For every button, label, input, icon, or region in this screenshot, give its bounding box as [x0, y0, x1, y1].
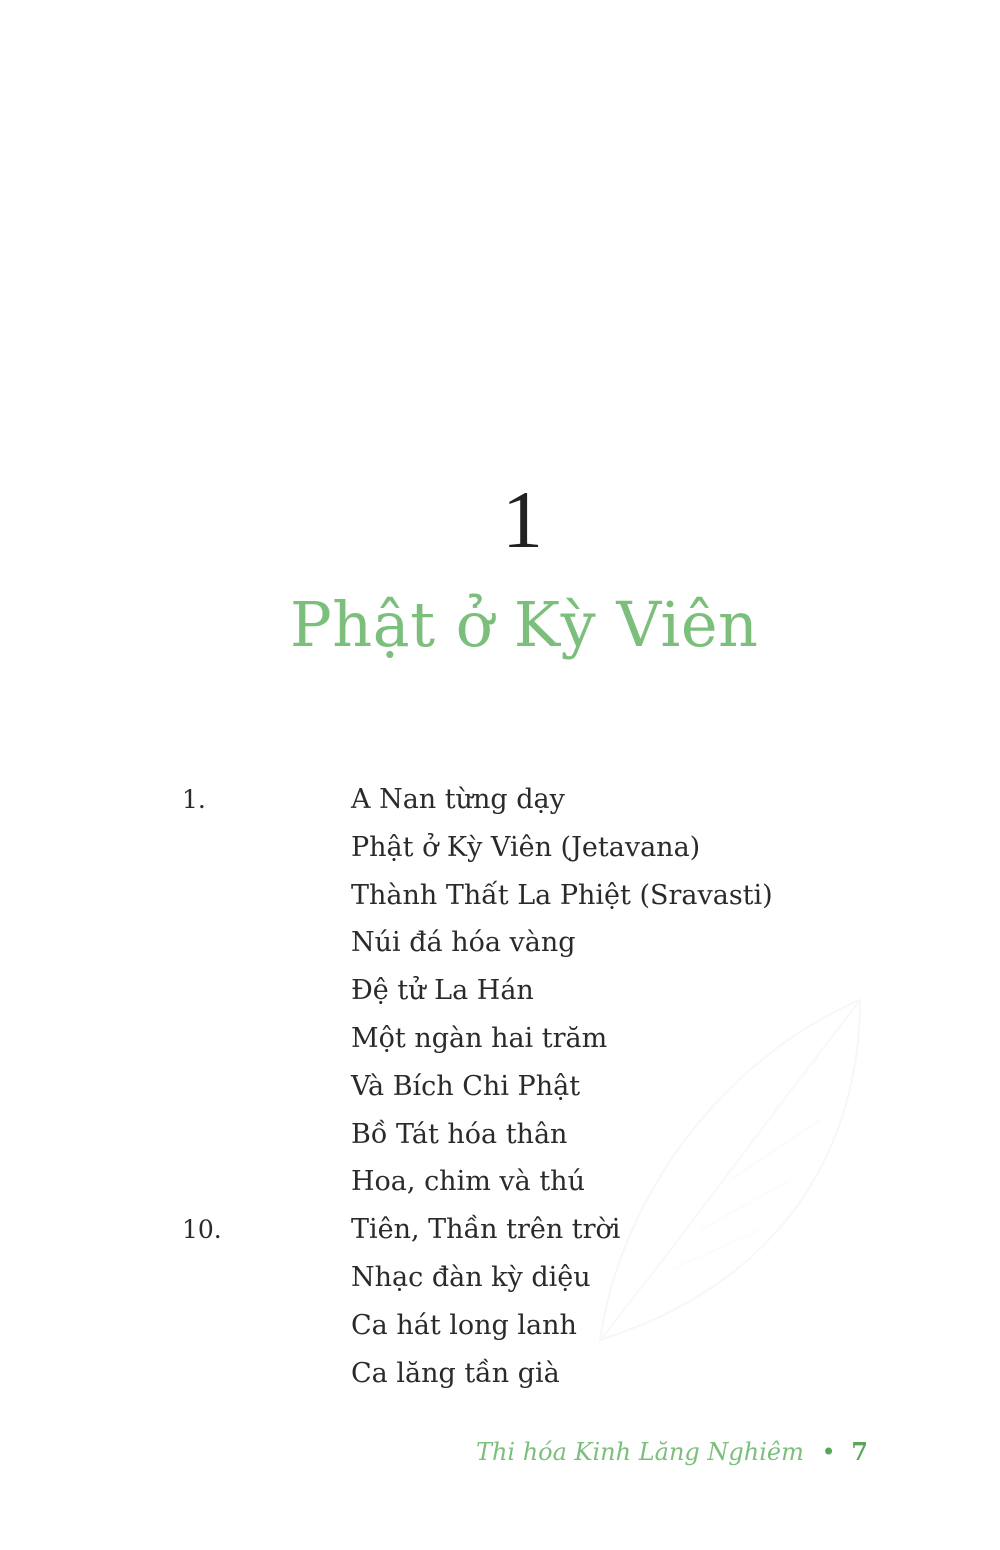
verse-line: Phật ở Kỳ Viên (Jetavana): [351, 831, 701, 863]
verse-row: [0, 1063, 1000, 1111]
verse-line: Ca hát long lanh: [351, 1309, 577, 1341]
verse-line: Hoa, chim và thú: [351, 1166, 585, 1198]
line-number: 10.: [182, 1215, 222, 1245]
verse-row: [0, 967, 1000, 1015]
verse-row: [0, 1302, 1000, 1350]
verse-row: [0, 776, 1000, 824]
running-footer: [476, 1432, 868, 1472]
line-number: 1.: [182, 785, 206, 814]
verse-line: Và Bích Chi Phật: [351, 1070, 581, 1102]
verse-line: Đệ tử La Hán: [351, 975, 534, 1007]
chapter-number: 1: [502, 474, 543, 565]
verse-line: Một ngàn hai trăm: [351, 1022, 608, 1054]
verse-row: [0, 824, 1000, 872]
verse-row: [0, 1158, 1000, 1206]
verse-line: Núi đá hóa vàng: [351, 927, 576, 959]
verse-row: [0, 1350, 1000, 1398]
verse-line: Tiên, Thần trên trời: [351, 1214, 621, 1246]
verse-line: Ca lăng tần già: [351, 1357, 560, 1389]
verse-row: [0, 1254, 1000, 1302]
poem: [0, 776, 1000, 1397]
verse-row: [0, 1111, 1000, 1159]
verse-line: A Nan từng dạy: [351, 784, 565, 815]
verse-row: [0, 872, 1000, 920]
page-number: 7: [851, 1437, 868, 1466]
verse-row: [0, 1015, 1000, 1063]
verse-line: Bồ Tát hóa thân: [351, 1118, 568, 1150]
verse-row: [0, 1206, 1000, 1254]
bullet-icon: •: [821, 1438, 836, 1466]
chapter-title: Phật ở Kỳ Viên: [290, 588, 759, 661]
footer-book-title: Thi hóa Kinh Lăng Nghiêm: [475, 1438, 804, 1466]
verse-line: Thành Thất La Phiệt (Sravasti): [351, 879, 773, 911]
verse-row: [0, 919, 1000, 967]
verse-line: Nhạc đàn kỳ diệu: [351, 1261, 591, 1293]
